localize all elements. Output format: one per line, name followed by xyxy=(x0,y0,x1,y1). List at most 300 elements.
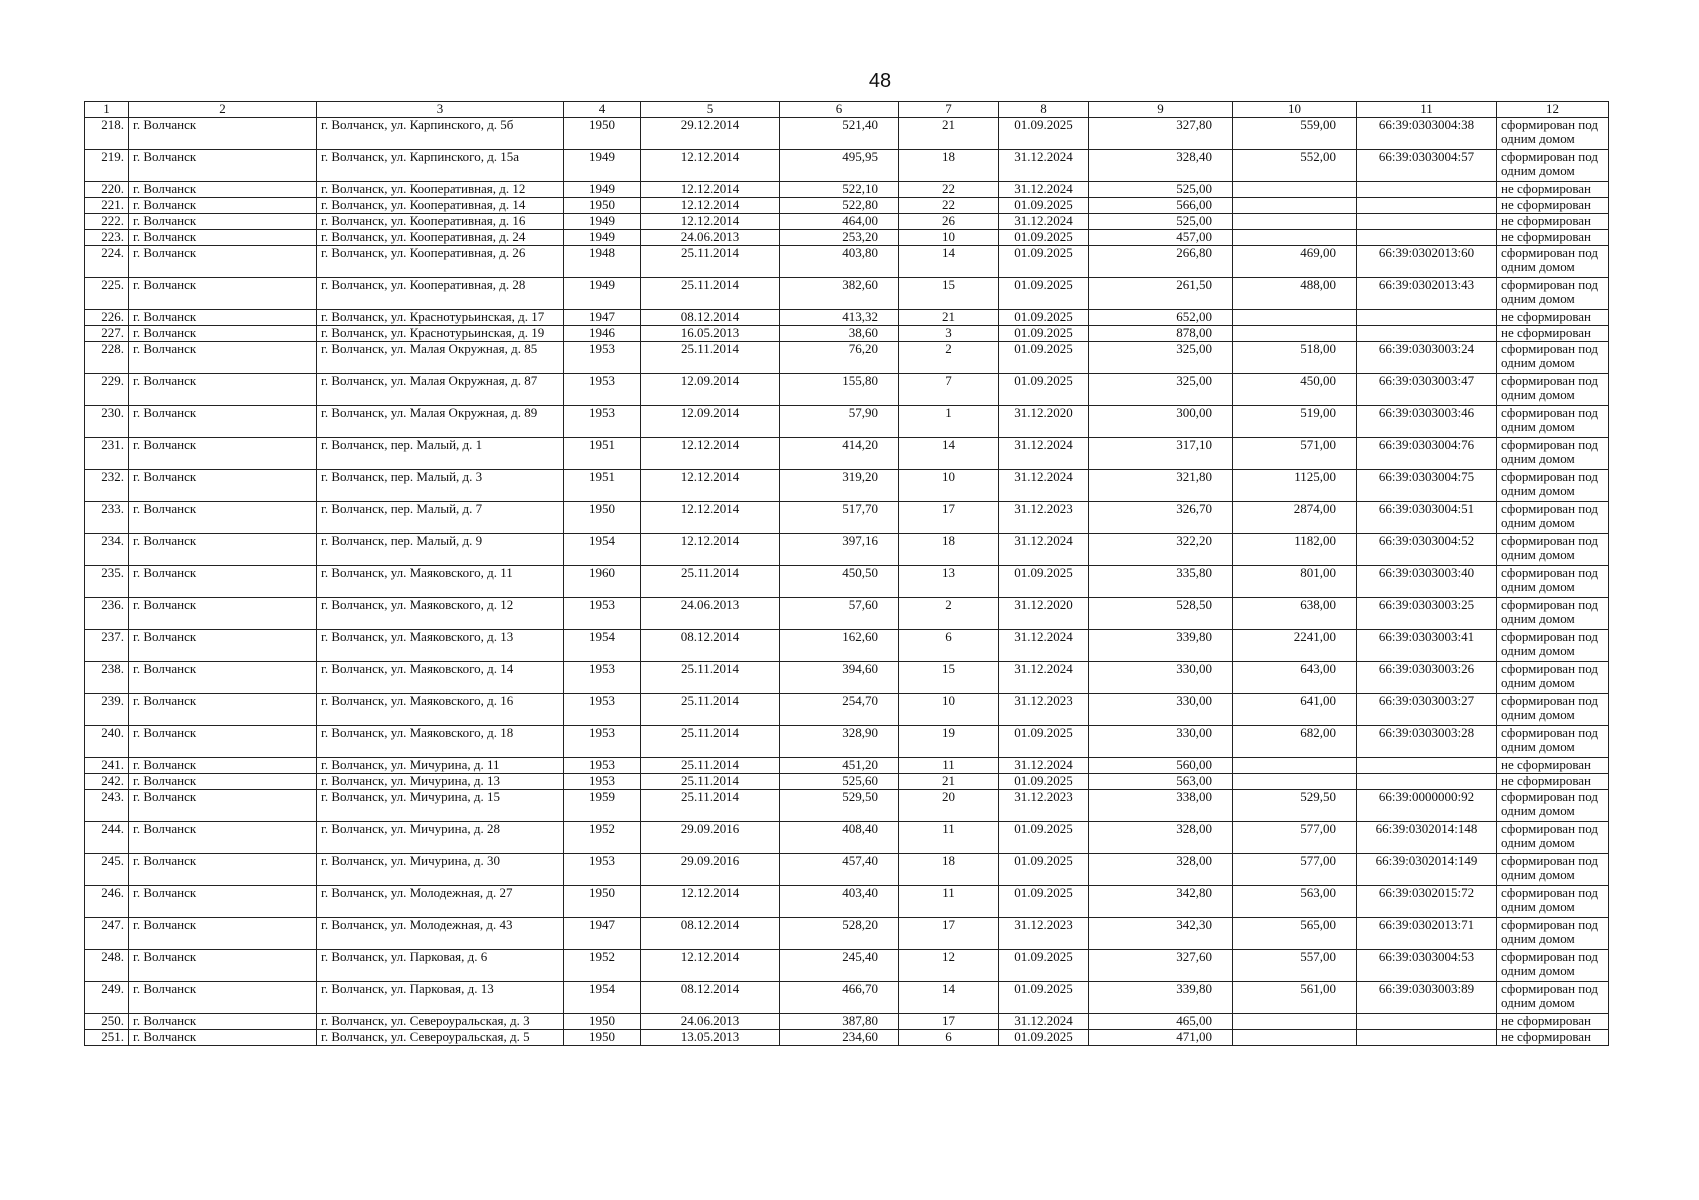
cell-cost: 328,00 xyxy=(1089,854,1233,886)
cell-cost: 327,60 xyxy=(1089,950,1233,982)
table-row xyxy=(85,470,1609,502)
cell-residents: 15 xyxy=(899,662,999,694)
cell-land-status: сформирован под одним домом xyxy=(1497,726,1609,758)
cell-inspection-date: 12.12.2014 xyxy=(641,470,780,502)
cell-deadline: 31.12.2023 xyxy=(999,502,1089,534)
cell-inspection-date: 12.12.2014 xyxy=(641,950,780,982)
cell-cost: 342,30 xyxy=(1089,918,1233,950)
cell-address: г. Волчанск, ул. Молодежная, д. 27 xyxy=(317,886,564,918)
cell-cost: 300,00 xyxy=(1089,406,1233,438)
cell-cost: 560,00 xyxy=(1089,758,1233,774)
cell-row-number: 232. xyxy=(85,470,129,502)
cell-area: 382,60 xyxy=(780,278,899,310)
cell-build-year: 1949 xyxy=(564,214,641,230)
cell-inspection-date: 24.06.2013 xyxy=(641,1014,780,1030)
cell-land-area: 1125,00 xyxy=(1233,470,1357,502)
cell-address: г. Волчанск, ул. Маяковского, д. 12 xyxy=(317,598,564,630)
cell-area: 254,70 xyxy=(780,694,899,726)
table-row xyxy=(85,790,1609,822)
cell-cost: 525,00 xyxy=(1089,214,1233,230)
cell-inspection-date: 12.12.2014 xyxy=(641,150,780,182)
cell-area: 155,80 xyxy=(780,374,899,406)
table-row xyxy=(85,214,1609,230)
cell-land-status: не сформирован xyxy=(1497,310,1609,326)
cell-residents: 1 xyxy=(899,406,999,438)
cell-locality: г. Волчанск xyxy=(129,534,317,566)
cell-address: г. Волчанск, ул. Кооперативная, д. 12 xyxy=(317,182,564,198)
cell-residents: 13 xyxy=(899,566,999,598)
table-row xyxy=(85,246,1609,278)
cell-residents: 2 xyxy=(899,342,999,374)
cell-build-year: 1954 xyxy=(564,534,641,566)
cell-cadastral-number: 66:39:0302014:148 xyxy=(1357,822,1497,854)
cell-deadline: 01.09.2025 xyxy=(999,1030,1089,1046)
cell-deadline: 01.09.2025 xyxy=(999,822,1089,854)
cell-address: г. Волчанск, ул. Парковая, д. 6 xyxy=(317,950,564,982)
cell-locality: г. Волчанск xyxy=(129,150,317,182)
cell-inspection-date: 25.11.2014 xyxy=(641,774,780,790)
cell-land-area: 559,00 xyxy=(1233,118,1357,150)
cell-locality: г. Волчанск xyxy=(129,374,317,406)
cell-residents: 14 xyxy=(899,982,999,1014)
cell-land-status: сформирован под одним домом xyxy=(1497,470,1609,502)
cell-land-area xyxy=(1233,774,1357,790)
cell-build-year: 1950 xyxy=(564,118,641,150)
cell-address: г. Волчанск, ул. Североуральская, д. 5 xyxy=(317,1030,564,1046)
cell-row-number: 240. xyxy=(85,726,129,758)
cell-inspection-date: 12.12.2014 xyxy=(641,534,780,566)
cell-cost: 528,50 xyxy=(1089,598,1233,630)
cell-inspection-date: 08.12.2014 xyxy=(641,630,780,662)
cell-address: г. Волчанск, ул. Молодежная, д. 43 xyxy=(317,918,564,950)
cell-address: г. Волчанск, ул. Маяковского, д. 18 xyxy=(317,726,564,758)
column-header-8: 8 xyxy=(999,102,1089,118)
cell-deadline: 31.12.2023 xyxy=(999,694,1089,726)
cell-cadastral-number: 66:39:0302015:72 xyxy=(1357,886,1497,918)
cell-land-area xyxy=(1233,230,1357,246)
cell-deadline: 31.12.2024 xyxy=(999,214,1089,230)
cell-area: 521,40 xyxy=(780,118,899,150)
cell-cost: 328,00 xyxy=(1089,822,1233,854)
column-header-1: 1 xyxy=(85,102,129,118)
cell-cost: 457,00 xyxy=(1089,230,1233,246)
cell-area: 464,00 xyxy=(780,214,899,230)
cell-build-year: 1960 xyxy=(564,566,641,598)
table-row xyxy=(85,630,1609,662)
cell-row-number: 248. xyxy=(85,950,129,982)
cell-cadastral-number: 66:39:0303003:46 xyxy=(1357,406,1497,438)
cell-cadastral-number: 66:39:0303004:53 xyxy=(1357,950,1497,982)
cell-build-year: 1946 xyxy=(564,326,641,342)
cell-land-status: сформирован под одним домом xyxy=(1497,950,1609,982)
cell-residents: 10 xyxy=(899,230,999,246)
cell-locality: г. Волчанск xyxy=(129,326,317,342)
cell-build-year: 1953 xyxy=(564,774,641,790)
cell-build-year: 1952 xyxy=(564,822,641,854)
table-row xyxy=(85,758,1609,774)
table-row xyxy=(85,1014,1609,1030)
cell-inspection-date: 12.12.2014 xyxy=(641,886,780,918)
table-row xyxy=(85,598,1609,630)
cell-land-area: 529,50 xyxy=(1233,790,1357,822)
cell-land-status: не сформирован xyxy=(1497,758,1609,774)
cell-area: 38,60 xyxy=(780,326,899,342)
table-row xyxy=(85,182,1609,198)
cell-address: г. Волчанск, ул. Малая Окружная, д. 87 xyxy=(317,374,564,406)
cell-row-number: 229. xyxy=(85,374,129,406)
cell-locality: г. Волчанск xyxy=(129,342,317,374)
cell-cost: 327,80 xyxy=(1089,118,1233,150)
cell-area: 495,95 xyxy=(780,150,899,182)
cell-cost: 465,00 xyxy=(1089,1014,1233,1030)
cell-area: 522,80 xyxy=(780,198,899,214)
cell-address: г. Волчанск, ул. Североуральская, д. 3 xyxy=(317,1014,564,1030)
cell-cadastral-number: 66:39:0303004:38 xyxy=(1357,118,1497,150)
cell-cadastral-number xyxy=(1357,326,1497,342)
cell-residents: 17 xyxy=(899,502,999,534)
cell-cadastral-number: 66:39:0303003:27 xyxy=(1357,694,1497,726)
cell-row-number: 237. xyxy=(85,630,129,662)
cell-build-year: 1948 xyxy=(564,246,641,278)
cell-area: 162,60 xyxy=(780,630,899,662)
cell-locality: г. Волчанск xyxy=(129,726,317,758)
cell-inspection-date: 16.05.2013 xyxy=(641,326,780,342)
table-row xyxy=(85,1030,1609,1046)
cell-locality: г. Волчанск xyxy=(129,918,317,950)
cell-inspection-date: 12.09.2014 xyxy=(641,406,780,438)
cell-land-area xyxy=(1233,1014,1357,1030)
cell-row-number: 238. xyxy=(85,662,129,694)
cell-deadline: 01.09.2025 xyxy=(999,774,1089,790)
cell-deadline: 31.12.2024 xyxy=(999,662,1089,694)
cell-cost: 322,20 xyxy=(1089,534,1233,566)
cell-cadastral-number: 66:39:0302013:60 xyxy=(1357,246,1497,278)
cell-residents: 12 xyxy=(899,950,999,982)
cell-build-year: 1953 xyxy=(564,854,641,886)
cell-land-area: 2241,00 xyxy=(1233,630,1357,662)
cell-area: 525,60 xyxy=(780,774,899,790)
cell-build-year: 1949 xyxy=(564,182,641,198)
cell-inspection-date: 25.11.2014 xyxy=(641,694,780,726)
cell-deadline: 31.12.2024 xyxy=(999,470,1089,502)
cell-build-year: 1953 xyxy=(564,694,641,726)
cell-build-year: 1950 xyxy=(564,886,641,918)
cell-area: 408,40 xyxy=(780,822,899,854)
cell-build-year: 1949 xyxy=(564,278,641,310)
cell-land-status: сформирован под одним домом xyxy=(1497,342,1609,374)
cell-locality: г. Волчанск xyxy=(129,758,317,774)
cell-row-number: 235. xyxy=(85,566,129,598)
cell-residents: 14 xyxy=(899,246,999,278)
cell-residents: 15 xyxy=(899,278,999,310)
cell-cadastral-number xyxy=(1357,1014,1497,1030)
cell-inspection-date: 24.06.2013 xyxy=(641,598,780,630)
cell-build-year: 1950 xyxy=(564,198,641,214)
cell-residents: 21 xyxy=(899,774,999,790)
table-body xyxy=(85,118,1609,1046)
cell-address: г. Волчанск, ул. Мичурина, д. 11 xyxy=(317,758,564,774)
column-header-9: 9 xyxy=(1089,102,1233,118)
cell-land-status: сформирован под одним домом xyxy=(1497,118,1609,150)
cell-cost: 878,00 xyxy=(1089,326,1233,342)
cell-land-status: сформирован под одним домом xyxy=(1497,694,1609,726)
cell-cadastral-number xyxy=(1357,230,1497,246)
cell-area: 403,40 xyxy=(780,886,899,918)
cell-locality: г. Волчанск xyxy=(129,502,317,534)
cell-cadastral-number: 66:39:0303004:51 xyxy=(1357,502,1497,534)
cell-residents: 18 xyxy=(899,854,999,886)
cell-address: г. Волчанск, ул. Маяковского, д. 16 xyxy=(317,694,564,726)
cell-inspection-date: 12.12.2014 xyxy=(641,502,780,534)
cell-area: 528,20 xyxy=(780,918,899,950)
cell-locality: г. Волчанск xyxy=(129,598,317,630)
cell-deadline: 01.09.2025 xyxy=(999,326,1089,342)
cell-deadline: 01.09.2025 xyxy=(999,118,1089,150)
cell-land-status: не сформирован xyxy=(1497,1030,1609,1046)
cell-row-number: 230. xyxy=(85,406,129,438)
cell-build-year: 1954 xyxy=(564,982,641,1014)
cell-row-number: 244. xyxy=(85,822,129,854)
cell-row-number: 222. xyxy=(85,214,129,230)
column-header-4: 4 xyxy=(564,102,641,118)
cell-build-year: 1953 xyxy=(564,342,641,374)
cell-inspection-date: 13.05.2013 xyxy=(641,1030,780,1046)
cell-cadastral-number: 66:39:0303003:47 xyxy=(1357,374,1497,406)
cell-build-year: 1950 xyxy=(564,1014,641,1030)
cell-deadline: 31.12.2024 xyxy=(999,758,1089,774)
cell-cost: 326,70 xyxy=(1089,502,1233,534)
cell-locality: г. Волчанск xyxy=(129,278,317,310)
cell-area: 403,80 xyxy=(780,246,899,278)
cell-residents: 6 xyxy=(899,630,999,662)
cell-locality: г. Волчанск xyxy=(129,662,317,694)
table-row xyxy=(85,918,1609,950)
cell-inspection-date: 25.11.2014 xyxy=(641,246,780,278)
cell-cadastral-number xyxy=(1357,758,1497,774)
table-row xyxy=(85,406,1609,438)
cell-locality: г. Волчанск xyxy=(129,1014,317,1030)
cell-residents: 11 xyxy=(899,822,999,854)
cell-residents: 22 xyxy=(899,182,999,198)
cell-land-area xyxy=(1233,1030,1357,1046)
cell-area: 57,60 xyxy=(780,598,899,630)
cell-locality: г. Волчанск xyxy=(129,790,317,822)
cell-land-status: не сформирован xyxy=(1497,182,1609,198)
cell-land-area: 577,00 xyxy=(1233,822,1357,854)
cell-locality: г. Волчанск xyxy=(129,886,317,918)
cell-cadastral-number: 66:39:0302013:71 xyxy=(1357,918,1497,950)
cell-residents: 20 xyxy=(899,790,999,822)
cell-row-number: 228. xyxy=(85,342,129,374)
cell-cadastral-number: 66:39:0000000:92 xyxy=(1357,790,1497,822)
table-row xyxy=(85,950,1609,982)
table-row xyxy=(85,854,1609,886)
cell-row-number: 243. xyxy=(85,790,129,822)
cell-locality: г. Волчанск xyxy=(129,774,317,790)
cell-residents: 21 xyxy=(899,118,999,150)
cell-deadline: 01.09.2025 xyxy=(999,342,1089,374)
cell-locality: г. Волчанск xyxy=(129,566,317,598)
cell-address: г. Волчанск, пер. Малый, д. 9 xyxy=(317,534,564,566)
header-row xyxy=(85,102,1609,118)
cell-deadline: 01.09.2025 xyxy=(999,246,1089,278)
cell-land-area: 519,00 xyxy=(1233,406,1357,438)
cell-land-status: не сформирован xyxy=(1497,214,1609,230)
cell-row-number: 249. xyxy=(85,982,129,1014)
cell-address: г. Волчанск, ул. Кооперативная, д. 16 xyxy=(317,214,564,230)
cell-address: г. Волчанск, ул. Маяковского, д. 13 xyxy=(317,630,564,662)
cell-residents: 6 xyxy=(899,1030,999,1046)
cell-land-status: сформирован под одним домом xyxy=(1497,150,1609,182)
cell-deadline: 01.09.2025 xyxy=(999,886,1089,918)
cell-area: 57,90 xyxy=(780,406,899,438)
cell-build-year: 1952 xyxy=(564,950,641,982)
cell-deadline: 01.09.2025 xyxy=(999,726,1089,758)
cell-locality: г. Волчанск xyxy=(129,118,317,150)
column-header-3: 3 xyxy=(317,102,564,118)
cell-land-area: 801,00 xyxy=(1233,566,1357,598)
cell-address: г. Волчанск, ул. Кооперативная, д. 14 xyxy=(317,198,564,214)
cell-build-year: 1950 xyxy=(564,502,641,534)
cell-locality: г. Волчанск xyxy=(129,1030,317,1046)
cell-deadline: 31.12.2024 xyxy=(999,534,1089,566)
cell-residents: 10 xyxy=(899,470,999,502)
cell-deadline: 31.12.2024 xyxy=(999,1014,1089,1030)
table-row xyxy=(85,150,1609,182)
column-header-7: 7 xyxy=(899,102,999,118)
cell-area: 328,90 xyxy=(780,726,899,758)
table-row xyxy=(85,310,1609,326)
cell-locality: г. Волчанск xyxy=(129,470,317,502)
cell-land-area: 561,00 xyxy=(1233,982,1357,1014)
table-row xyxy=(85,230,1609,246)
cell-cadastral-number: 66:39:0303004:52 xyxy=(1357,534,1497,566)
cell-row-number: 245. xyxy=(85,854,129,886)
cell-residents: 26 xyxy=(899,214,999,230)
cell-row-number: 241. xyxy=(85,758,129,774)
cell-build-year: 1953 xyxy=(564,598,641,630)
cell-land-area xyxy=(1233,214,1357,230)
table-row xyxy=(85,118,1609,150)
cell-cost: 328,40 xyxy=(1089,150,1233,182)
cell-deadline: 31.12.2023 xyxy=(999,790,1089,822)
cell-area: 466,70 xyxy=(780,982,899,1014)
cell-build-year: 1953 xyxy=(564,758,641,774)
cell-address: г. Волчанск, ул. Маяковского, д. 14 xyxy=(317,662,564,694)
table-row xyxy=(85,566,1609,598)
cell-cost: 471,00 xyxy=(1089,1030,1233,1046)
cell-locality: г. Волчанск xyxy=(129,214,317,230)
cell-inspection-date: 25.11.2014 xyxy=(641,566,780,598)
cell-land-area: 577,00 xyxy=(1233,854,1357,886)
table-row xyxy=(85,534,1609,566)
cell-land-area: 571,00 xyxy=(1233,438,1357,470)
cell-cost: 563,00 xyxy=(1089,774,1233,790)
cell-residents: 17 xyxy=(899,918,999,950)
cell-address: г. Волчанск, ул. Парковая, д. 13 xyxy=(317,982,564,1014)
cell-cost: 325,00 xyxy=(1089,374,1233,406)
cell-land-area xyxy=(1233,758,1357,774)
cell-deadline: 01.09.2025 xyxy=(999,310,1089,326)
table-row xyxy=(85,326,1609,342)
cell-land-area: 1182,00 xyxy=(1233,534,1357,566)
cell-locality: г. Волчанск xyxy=(129,438,317,470)
cell-row-number: 234. xyxy=(85,534,129,566)
column-header-11: 11 xyxy=(1357,102,1497,118)
cell-land-status: сформирован под одним домом xyxy=(1497,854,1609,886)
housing-registry-table xyxy=(84,101,1609,1046)
cell-land-status: сформирован под одним домом xyxy=(1497,598,1609,630)
cell-residents: 21 xyxy=(899,310,999,326)
table-row xyxy=(85,278,1609,310)
cell-land-area: 638,00 xyxy=(1233,598,1357,630)
cell-cadastral-number: 66:39:0303003:25 xyxy=(1357,598,1497,630)
cell-residents: 18 xyxy=(899,534,999,566)
column-header-12: 12 xyxy=(1497,102,1609,118)
cell-cost: 338,00 xyxy=(1089,790,1233,822)
cell-row-number: 239. xyxy=(85,694,129,726)
cell-land-status: сформирован под одним домом xyxy=(1497,822,1609,854)
cell-locality: г. Волчанск xyxy=(129,406,317,438)
cell-residents: 3 xyxy=(899,326,999,342)
cell-land-area: 643,00 xyxy=(1233,662,1357,694)
cell-cadastral-number: 66:39:0303003:28 xyxy=(1357,726,1497,758)
cell-land-status: сформирован под одним домом xyxy=(1497,630,1609,662)
cell-residents: 2 xyxy=(899,598,999,630)
cell-build-year: 1951 xyxy=(564,470,641,502)
cell-area: 234,60 xyxy=(780,1030,899,1046)
cell-cost: 330,00 xyxy=(1089,726,1233,758)
cell-address: г. Волчанск, ул. Краснотурьинская, д. 17 xyxy=(317,310,564,326)
cell-cadastral-number xyxy=(1357,182,1497,198)
table-row xyxy=(85,726,1609,758)
cell-address: г. Волчанск, ул. Кооперативная, д. 26 xyxy=(317,246,564,278)
cell-deadline: 01.09.2025 xyxy=(999,950,1089,982)
cell-address: г. Волчанск, ул. Карпинского, д. 5б xyxy=(317,118,564,150)
cell-address: г. Волчанск, ул. Мичурина, д. 28 xyxy=(317,822,564,854)
cell-cadastral-number: 66:39:0302014:149 xyxy=(1357,854,1497,886)
cell-row-number: 226. xyxy=(85,310,129,326)
cell-area: 397,16 xyxy=(780,534,899,566)
cell-land-status: сформирован под одним домом xyxy=(1497,534,1609,566)
cell-land-status: сформирован под одним домом xyxy=(1497,502,1609,534)
cell-area: 414,20 xyxy=(780,438,899,470)
cell-cadastral-number xyxy=(1357,774,1497,790)
cell-land-status: не сформирован xyxy=(1497,1014,1609,1030)
cell-inspection-date: 08.12.2014 xyxy=(641,982,780,1014)
cell-build-year: 1953 xyxy=(564,374,641,406)
cell-cadastral-number: 66:39:0303003:41 xyxy=(1357,630,1497,662)
cell-land-area: 488,00 xyxy=(1233,278,1357,310)
cell-cadastral-number: 66:39:0303004:75 xyxy=(1357,470,1497,502)
cell-address: г. Волчанск, пер. Малый, д. 1 xyxy=(317,438,564,470)
cell-address: г. Волчанск, ул. Краснотурьинская, д. 19 xyxy=(317,326,564,342)
cell-cadastral-number xyxy=(1357,1030,1497,1046)
table-row xyxy=(85,438,1609,470)
table-row xyxy=(85,502,1609,534)
cell-area: 517,70 xyxy=(780,502,899,534)
cell-cost: 335,80 xyxy=(1089,566,1233,598)
cell-inspection-date: 25.11.2014 xyxy=(641,790,780,822)
cell-cost: 342,80 xyxy=(1089,886,1233,918)
cell-residents: 10 xyxy=(899,694,999,726)
cell-inspection-date: 25.11.2014 xyxy=(641,342,780,374)
cell-address: г. Волчанск, ул. Мичурина, д. 30 xyxy=(317,854,564,886)
cell-inspection-date: 12.12.2014 xyxy=(641,198,780,214)
cell-cost: 566,00 xyxy=(1089,198,1233,214)
cell-residents: 11 xyxy=(899,886,999,918)
cell-cost: 525,00 xyxy=(1089,182,1233,198)
